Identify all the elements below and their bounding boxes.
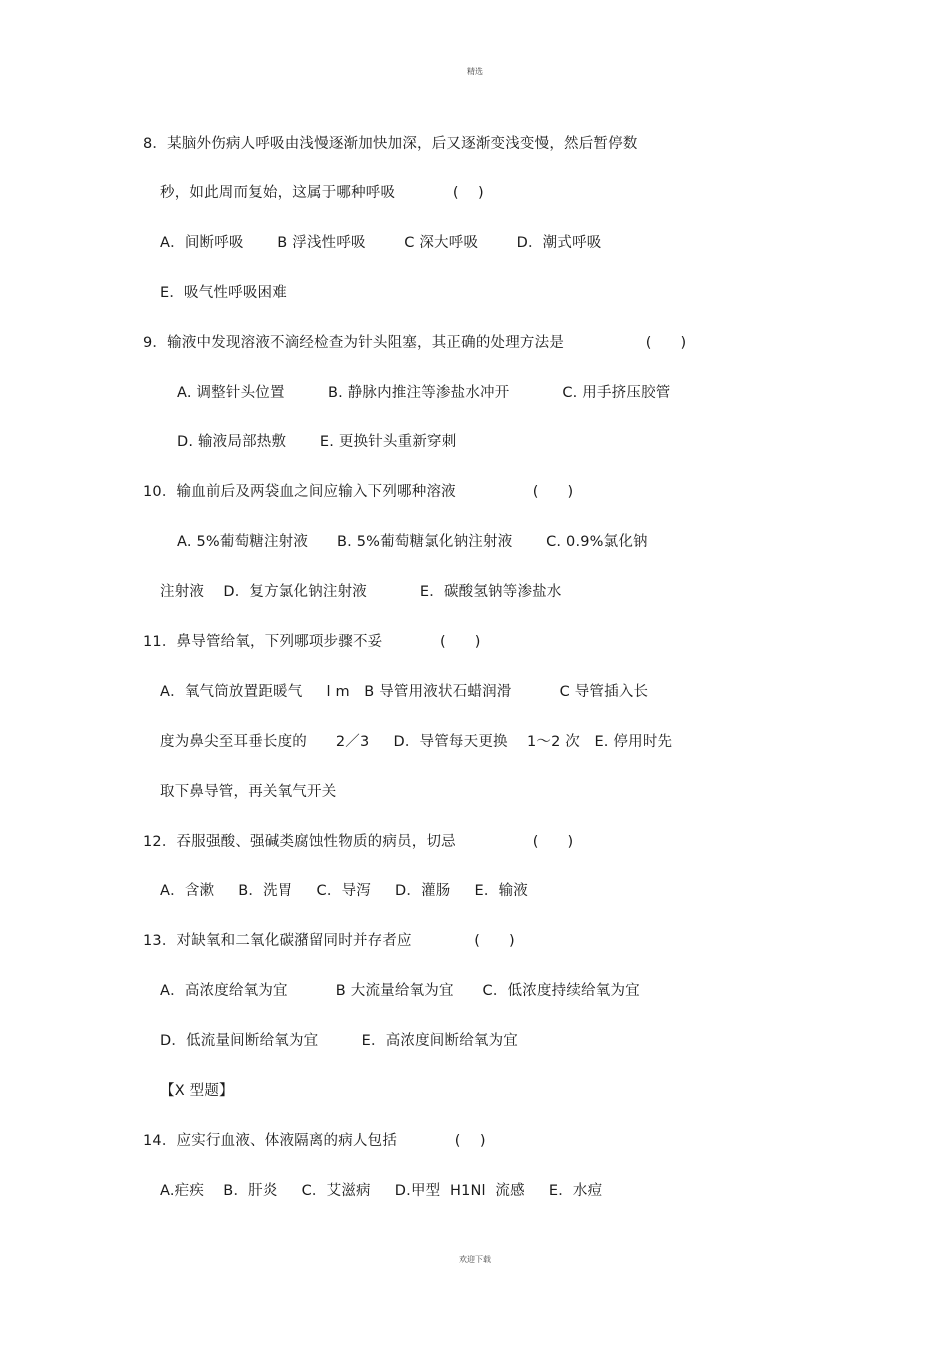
text-line: 13．对缺氧和二氧化碳潴留同时并存者应 ( ) bbox=[143, 933, 515, 949]
text-line: E．吸气性呼吸困难 bbox=[160, 285, 287, 301]
text-line: 度为鼻尖至耳垂长度的 2／3 D．导管每天更换 1～2 次 E. 停用时先 bbox=[160, 734, 673, 750]
text-line: A．含漱 B．洗胃 C．导泻 D．灌肠 E．输液 bbox=[160, 883, 528, 899]
text-line: 10．输血前后及两袋血之间应输入下列哪种溶液 ( ) bbox=[143, 484, 574, 500]
text-line: 9．输液中发现溶液不滴经检查为针头阻塞，其正确的处理方法是 ( ) bbox=[143, 335, 687, 351]
text-line: 秒，如此周而复始，这属于哪种呼吸 ( ) bbox=[160, 185, 484, 201]
text-line: 12．吞服强酸、强碱类腐蚀性物质的病员，切忌 ( ) bbox=[143, 834, 574, 850]
text-line: D. 输液局部热敷 E. 更换针头重新穿刺 bbox=[177, 434, 457, 450]
text-line: 14．应实行血液、体液隔离的病人包括 ( ) bbox=[143, 1133, 486, 1149]
text-line: A. 调整针头位置 B. 静脉内推注等渗盐水冲开 C. 用手挤压胶管 bbox=[177, 385, 671, 401]
text-line: A. 5%葡萄糖注射液 B. 5%葡萄糖氯化钠注射液 C. 0.9%氯化钠 bbox=[177, 534, 648, 550]
text-line: D．低流量间断给氧为宜 E．高浓度间断给氧为宜 bbox=[160, 1033, 519, 1049]
text-line: 取下鼻导管，再关氧气开关 bbox=[160, 784, 337, 800]
page-header: 精选 bbox=[467, 67, 483, 76]
text-line: 注射液 D．复方氯化钠注射液 E．碳酸氢钠等渗盐水 bbox=[160, 584, 562, 600]
text-line: A．高浓度给氧为宜 B 大流量给氧为宜 C．低浓度持续给氧为宜 bbox=[160, 983, 640, 999]
text-line: 8．某脑外伤病人呼吸由浅慢逐渐加快加深，后又逐渐变浅变慢，然后暂停数 bbox=[143, 136, 638, 152]
text-line: 11．鼻导管给氧，下列哪项步骤不妥 ( ) bbox=[143, 634, 481, 650]
section-heading: 【X 型题】 bbox=[160, 1083, 234, 1099]
page-footer: 欢迎下载 bbox=[459, 1255, 491, 1264]
text-line: A.疟疾 B．肝炎 C．艾滋病 D.甲型 H1Nl 流感 E．水痘 bbox=[160, 1183, 603, 1199]
text-line: A．氧气筒放置距暖气 l m B 导管用液状石蜡润滑 C 导管插入长 bbox=[160, 684, 649, 700]
text-line: A．间断呼吸 B 浮浅性呼吸 C 深大呼吸 D．潮式呼吸 bbox=[160, 235, 602, 251]
